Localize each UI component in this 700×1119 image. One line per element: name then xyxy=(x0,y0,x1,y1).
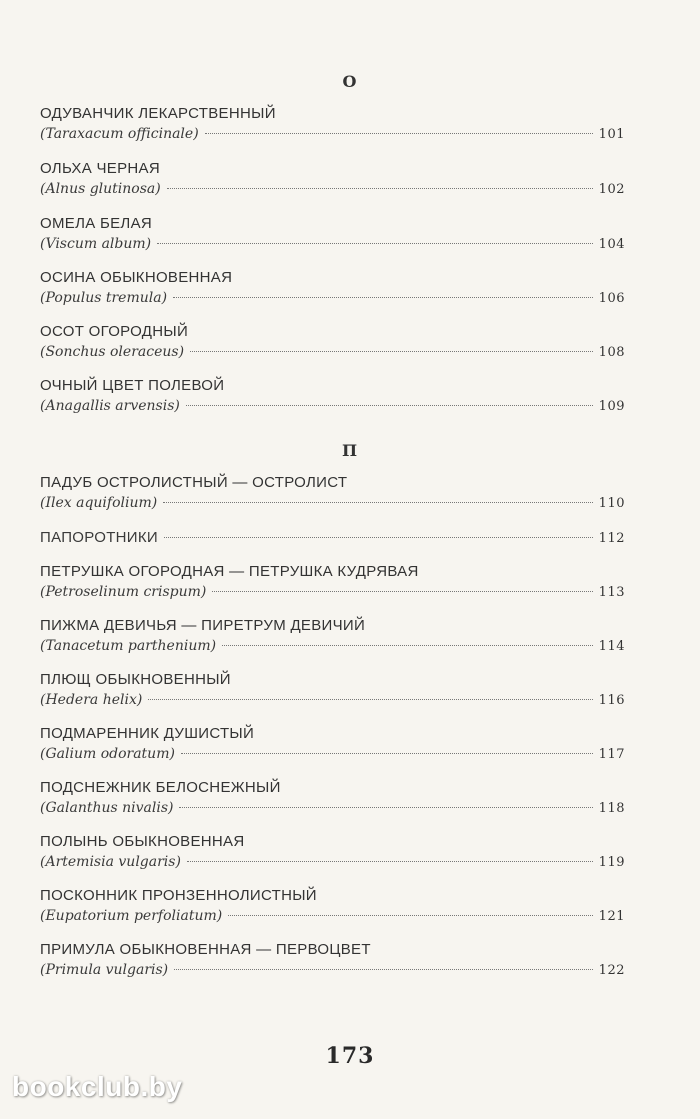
watermark: bookclub.by xyxy=(12,1071,183,1102)
entry-line xyxy=(40,798,625,819)
entry-latin-name: (Eupatorium perfoliatum) xyxy=(40,908,223,924)
section-letter-o: О xyxy=(342,72,358,91)
index-entry xyxy=(40,940,625,981)
entry-page-number: 119 xyxy=(598,855,625,870)
dot-leader xyxy=(179,807,592,808)
entry-line xyxy=(40,234,625,255)
entry-title: ПОДСНЕЖНИК БЕЛОСНЕЖНЫЙ xyxy=(40,779,281,796)
index-entry xyxy=(40,616,625,657)
index-entry xyxy=(40,214,625,255)
entry-page-number: 121 xyxy=(598,909,625,924)
dot-leader xyxy=(190,351,593,352)
entry-latin-name: (Galium odoratum) xyxy=(40,746,175,762)
entry-page-number: 102 xyxy=(598,182,625,197)
dot-leader xyxy=(187,861,593,862)
entry-latin-name: (Hedera helix) xyxy=(40,692,143,708)
dot-leader xyxy=(186,405,593,406)
entry-title: ОЧНЫЙ ЦВЕТ ПОЛЕВОЙ xyxy=(40,377,225,394)
section-letter-p: П xyxy=(341,441,359,460)
entry-latin-name: (Anagallis arvensis) xyxy=(40,398,180,414)
entry-line xyxy=(40,528,625,549)
entry-page-number: 112 xyxy=(598,531,625,546)
index-entry xyxy=(40,322,625,363)
entry-title: ОДУВАНЧИК ЛЕКАРСТВЕННЫЙ xyxy=(40,105,276,122)
dot-leader xyxy=(205,133,593,134)
dot-leader xyxy=(222,645,593,646)
entry-latin-name: (Alnus glutinosa) xyxy=(40,181,161,197)
entry-title: ПРИМУЛА ОБЫКНОВЕННАЯ — ПЕРВОЦВЕТ xyxy=(40,941,371,958)
entry-latin-name: (Taraxacum officinale) xyxy=(40,126,199,142)
dot-leader xyxy=(163,502,592,503)
entry-page-number: 104 xyxy=(598,237,625,252)
dot-leader xyxy=(157,243,593,244)
entry-title: ПОЛЫНЬ ОБЫКНОВЕННАЯ xyxy=(40,833,245,850)
entry-latin-name: (Viscum album) xyxy=(40,236,152,252)
index-entry xyxy=(40,268,625,309)
dot-leader xyxy=(167,188,593,189)
entry-line xyxy=(40,342,625,363)
dot-leader xyxy=(181,753,593,754)
entry-title: ПОДМАРЕННИК ДУШИСТЫЙ xyxy=(40,725,255,742)
index-entry xyxy=(40,832,625,873)
index-entry xyxy=(40,670,625,711)
entry-latin-name: (Primula vulgaris) xyxy=(40,962,169,978)
page-number: 173 xyxy=(325,1043,375,1069)
entry-line xyxy=(40,396,625,417)
entry-title: ПАДУБ ОСТРОЛИСТНЫЙ — ОСТРОЛИСТ xyxy=(40,474,348,491)
entry-title: ОСИНА ОБЫКНОВЕННАЯ xyxy=(40,269,233,286)
entry-page-number: 106 xyxy=(598,291,625,306)
entry-page-number: 122 xyxy=(598,963,625,978)
entry-latin-name: (Artemisia vulgaris) xyxy=(40,854,181,870)
index-entry xyxy=(40,376,625,417)
index-entry xyxy=(40,778,625,819)
entry-line xyxy=(40,852,625,873)
entry-line xyxy=(40,744,625,765)
entry-page-number: 109 xyxy=(598,399,625,414)
entry-latin-name: (Sonchus oleraceus) xyxy=(40,344,185,360)
entry-title: ПЛЮЩ ОБЫКНОВЕННЫЙ xyxy=(40,671,231,688)
entry-title: ОЛЬХА ЧЕРНАЯ xyxy=(40,160,160,177)
entry-page-number: 118 xyxy=(598,801,625,816)
entry-line xyxy=(40,906,625,927)
entry-latin-name: (Populus tremula) xyxy=(40,290,168,306)
entry-title: ПЕТРУШКА ОГОРОДНАЯ — ПЕТРУШКА КУДРЯВАЯ xyxy=(40,563,419,580)
index-entry xyxy=(40,528,625,549)
entry-line xyxy=(40,960,625,981)
index-entry xyxy=(40,724,625,765)
entry-line xyxy=(40,288,625,309)
entry-title: ПАПОРОТНИКИ xyxy=(40,529,159,546)
entry-page-number: 114 xyxy=(598,639,625,654)
entry-latin-name: (Petroselinum crispum) xyxy=(40,584,207,600)
entry-page-number: 108 xyxy=(598,345,625,360)
entry-line xyxy=(40,690,625,711)
index-entry xyxy=(40,886,625,927)
entry-latin-name: (Galanthus nivalis) xyxy=(40,800,174,816)
entry-page-number: 113 xyxy=(598,585,625,600)
entry-title: ОСОТ ОГОРОДНЫЙ xyxy=(40,323,189,340)
index-entry xyxy=(40,473,625,514)
entry-title: ПОСКОННИК ПРОНЗЕННОЛИСТНЫЙ xyxy=(40,887,317,904)
dot-leader xyxy=(173,297,593,298)
dot-leader xyxy=(212,591,592,592)
entry-line xyxy=(40,582,625,603)
index-entry xyxy=(40,562,625,603)
entry-page-number: 116 xyxy=(598,693,625,708)
dot-leader xyxy=(148,699,592,700)
dot-leader xyxy=(174,969,593,970)
entry-page-number: 117 xyxy=(598,747,625,762)
entry-page-number: 110 xyxy=(598,496,625,511)
entry-line xyxy=(40,124,625,145)
dot-leader xyxy=(164,537,593,538)
index-entry xyxy=(40,104,625,145)
entry-latin-name: (Tanacetum parthenium) xyxy=(40,638,217,654)
entry-line xyxy=(40,636,625,657)
entry-title: ПИЖМА ДЕВИЧЬЯ — ПИРЕТРУМ ДЕВИЧИЙ xyxy=(40,617,366,634)
entry-line xyxy=(40,179,625,200)
entry-page-number: 101 xyxy=(598,127,625,142)
index-entry xyxy=(40,159,625,200)
entry-latin-name: (Ilex aquifolium) xyxy=(40,495,158,511)
dot-leader xyxy=(228,915,592,916)
entry-line xyxy=(40,493,625,514)
entry-title: ОМЕЛА БЕЛАЯ xyxy=(40,215,153,232)
